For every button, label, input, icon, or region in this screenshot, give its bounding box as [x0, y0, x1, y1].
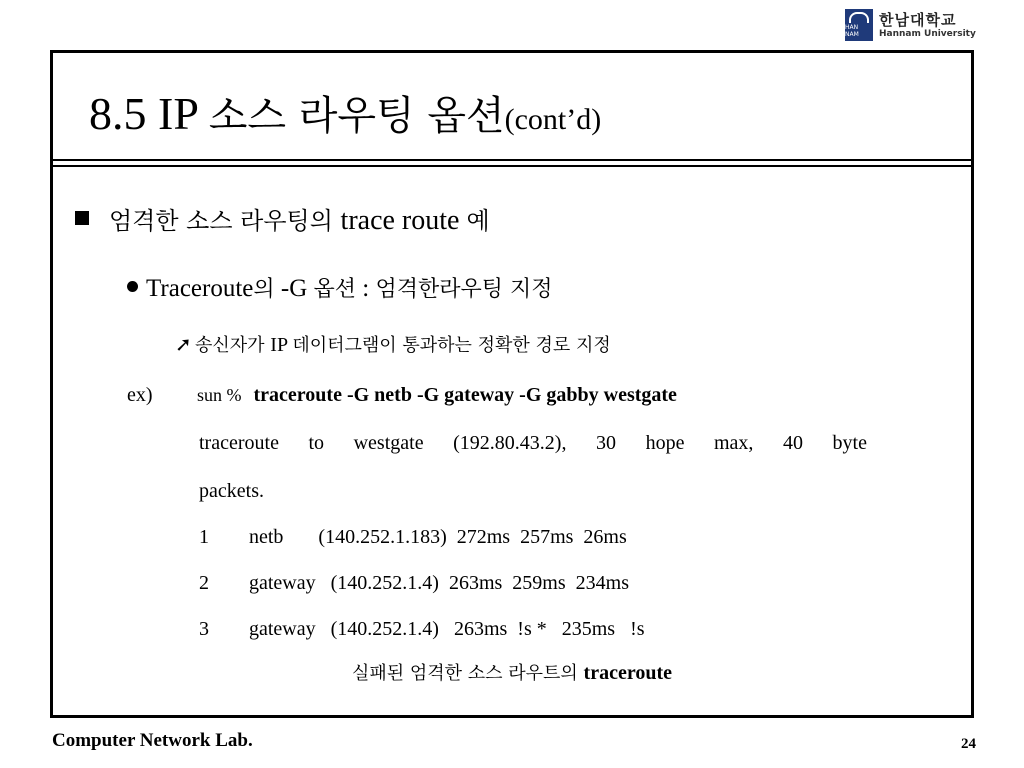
output-word: 30: [596, 432, 617, 454]
hop-number: 3: [199, 618, 209, 640]
title-number: 8.5 IP: [89, 88, 209, 139]
arrow-bullet-icon: ➚: [175, 334, 192, 356]
output-word: max,: [714, 432, 754, 454]
bullet1-korean: 엄격한 소스 라우팅의: [109, 207, 341, 235]
output-line-1: [199, 429, 867, 457]
example-caption: [53, 659, 971, 688]
title-korean: 소스 라우팅 옵션: [208, 93, 505, 139]
output-word: hope: [645, 432, 685, 454]
bullet1-korean-end: 예: [466, 207, 490, 235]
logo-mark-text: HAN NAM: [845, 24, 859, 38]
output-line-2: packets.: [199, 480, 264, 502]
university-logo: [845, 6, 980, 44]
bullet3-english: IP: [270, 334, 293, 356]
bullet2-english: Traceroute: [146, 275, 254, 302]
hop-number: 2: [199, 572, 209, 594]
page-number: 24: [961, 736, 976, 752]
output-word: (192.80.43.2),: [453, 432, 567, 454]
hop-row: [199, 523, 627, 551]
logo-english-name: Hannam University: [879, 28, 976, 39]
hop-number: 1: [199, 526, 209, 548]
slide-frame: [50, 50, 974, 718]
footer-lab-name: Computer Network Lab.: [52, 730, 253, 751]
round-bullet-icon: [127, 281, 138, 292]
title-suffix: (cont’d): [504, 103, 602, 136]
slide-content: [53, 53, 971, 715]
hop-detail: gateway (140.252.1.4) 263ms 259ms 234ms: [249, 572, 629, 594]
hop-row: [199, 569, 629, 597]
caption-english: traceroute: [583, 662, 672, 684]
bullet2-korean-option: 옵션: [313, 277, 357, 302]
caption-korean: 실패된 엄격한 소스 라우트의: [351, 663, 584, 684]
bullet2-colon: :: [356, 275, 376, 302]
hop-row: [199, 615, 645, 643]
output-word: 40: [782, 432, 803, 454]
logo-korean-name: 한남대학교: [879, 10, 957, 29]
shell-prompt: sun %: [197, 385, 242, 405]
output-word: traceroute: [199, 432, 279, 454]
bullet2-korean-desc: 엄격한라우팅 지정: [375, 277, 553, 302]
hop-detail: netb (140.252.1.183) 272ms 257ms 26ms: [249, 526, 627, 548]
bullet3-korean: 송신자가: [195, 335, 271, 356]
bullet-level2: [127, 273, 553, 306]
bullet2-korean: 의: [253, 277, 275, 302]
hop-detail: gateway (140.252.1.4) 263ms !s * 235ms !s: [249, 618, 645, 640]
example-label: ex): [127, 384, 153, 406]
square-bullet-icon: [75, 211, 89, 225]
traceroute-command: traceroute -G netb -G gateway -G gabby westgate: [253, 384, 677, 406]
university-emblem-icon: [845, 9, 873, 41]
bullet3-korean-desc: 데이터그램이 통과하는 정확한 경로 지정: [292, 335, 611, 356]
bullet2-option: -G: [274, 275, 314, 302]
bullet-level1: [75, 203, 490, 239]
output-word: westgate: [353, 432, 424, 454]
output-word: to: [308, 432, 325, 454]
bullet-level3: [175, 331, 611, 360]
output-word: byte: [832, 432, 867, 454]
bullet1-english: trace route: [340, 205, 467, 236]
example-command-line: [127, 381, 677, 409]
